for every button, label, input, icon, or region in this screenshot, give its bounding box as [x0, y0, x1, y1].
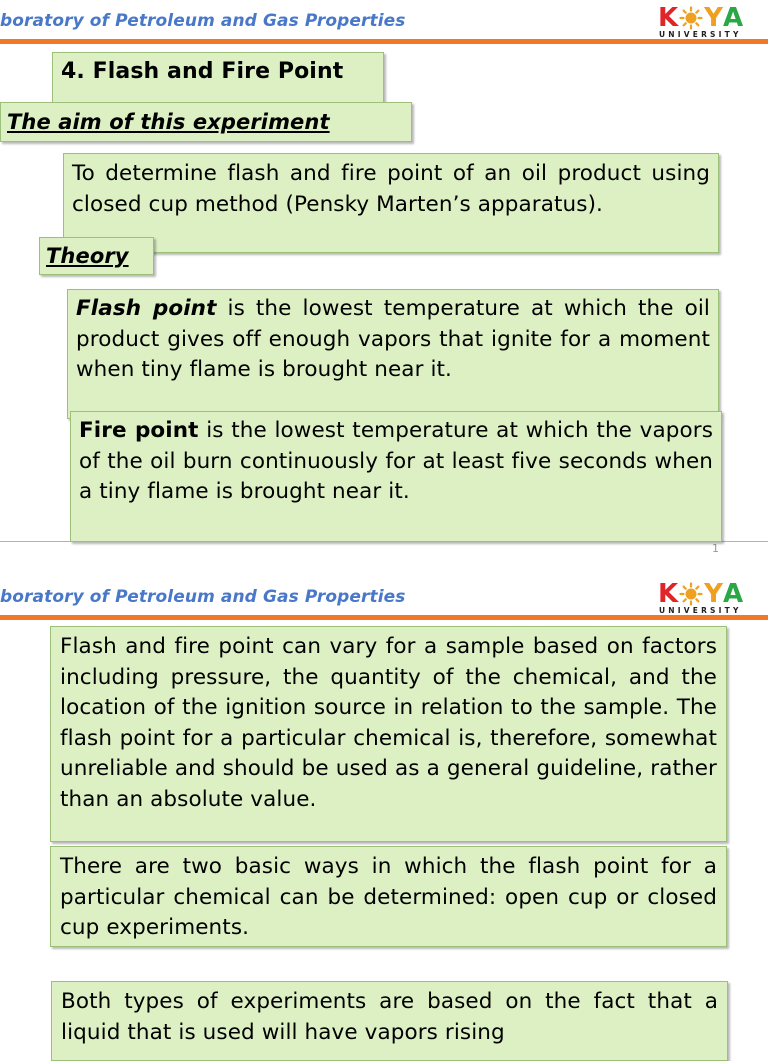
logo-subtitle: UNIVERSITY — [659, 606, 742, 615]
header-title-2: boratory of Petroleum and Gas Properties — [0, 587, 406, 607]
slide-separator — [0, 560, 768, 576]
koya-university-logo — [658, 3, 756, 40]
page-number: 1 — [712, 542, 719, 555]
fire-point-definition: is the lowest temperature at which the vapors of the oil burn continuously for at least five seconds when a tiny flame is brought near it. — [79, 418, 713, 504]
logo-letter-y: Y — [704, 3, 723, 33]
aim-label — [0, 102, 412, 142]
koya-university-logo-2 — [658, 579, 756, 616]
aim-label-text: The aim of this experiment — [7, 110, 330, 134]
logo-letter-y: Y — [704, 579, 723, 609]
logo-subtitle: UNIVERSITY — [659, 30, 742, 39]
experiments-box — [51, 981, 728, 1061]
header-divider-2 — [0, 615, 768, 620]
flash-point-box — [67, 289, 719, 419]
variability-text: Flash and fire point can vary for a sample based on factors including pressure, the quantity of the chemical, and the location of the ignition source in relation to the sample. The flash point for a particular chemical is, therefore, somewhat unreliable and should be used as a general guideline, rather than an absolute value. — [60, 634, 717, 812]
fire-point-box — [70, 411, 722, 542]
fire-point-term: Fire point — [79, 418, 199, 443]
variability-box — [50, 626, 727, 842]
methods-text: There are two basic ways in which the flash point for a particular chemical can be determined: open cup or closed cup experiments. — [60, 854, 717, 940]
logo-letter-k: K — [658, 579, 679, 609]
logo-letter-a: A — [722, 579, 744, 609]
flash-point-term: Flash point — [76, 296, 217, 321]
header-divider — [0, 39, 768, 44]
slide-title — [52, 52, 384, 104]
theory-label-text: Theory — [46, 244, 129, 268]
flash-point-definition: is the lowest temperature at which the oil product gives off enough vapors that ignite for a moment when tiny flame is brought near it. — [76, 296, 710, 382]
sun-icon — [679, 582, 703, 606]
header-title: boratory of Petroleum and Gas Properties — [0, 11, 406, 31]
sun-icon — [679, 6, 703, 30]
slide-2 — [0, 576, 768, 1045]
aim-text: To determine flash and fire point of an oil product using closed cup method (Pensky Marten’s apparatus). — [72, 161, 710, 217]
methods-box — [50, 846, 727, 947]
aim-text-box — [63, 153, 719, 253]
slide-title-text: 4. Flash and Fire Point — [61, 59, 344, 84]
theory-label — [39, 237, 154, 275]
logo-letter-k: K — [658, 3, 679, 33]
experiments-text: Both types of experiments are based on the fact that a liquid that is used will have vapors rising — [61, 989, 718, 1045]
logo-letter-a: A — [722, 3, 744, 33]
